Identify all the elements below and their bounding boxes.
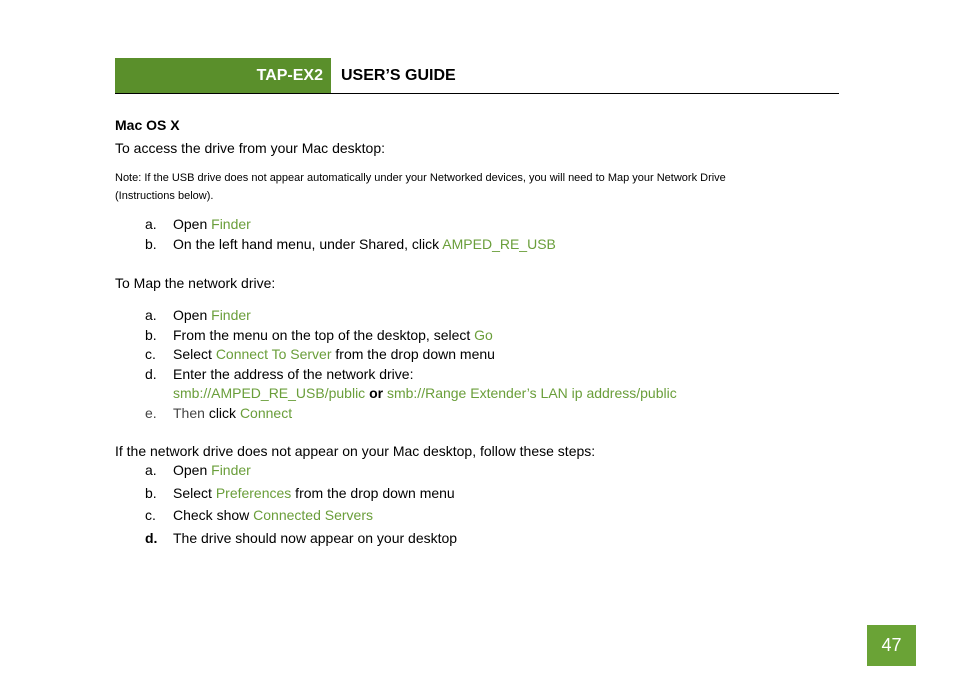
step-text: Check show <box>173 507 254 523</box>
page-header <box>115 58 839 94</box>
list-marker: c. <box>145 507 156 523</box>
list-marker: a. <box>145 462 157 478</box>
map-intro-text: To Map the network drive: <box>115 275 276 291</box>
list-item <box>115 404 839 424</box>
highlight-term: Finder <box>211 462 251 478</box>
page-number: 47 <box>867 625 916 666</box>
step-text-2: click <box>208 404 240 421</box>
highlight-term: Finder <box>211 216 251 232</box>
step-text: Then <box>173 404 209 421</box>
highlight-term: Connected Servers <box>253 507 373 523</box>
note-line-2: (Instructions below). <box>115 190 214 202</box>
step-text-after: from the drop down menu <box>291 484 455 501</box>
step-text: From the menu on the top of the desktop, select <box>173 326 475 343</box>
step-text: On the left hand menu, under Shared, click <box>173 235 443 252</box>
note-line-1: Note: If the USB drive does not appear automatically under your Networked devices, you will need to Map your Network Drive <box>115 172 726 184</box>
list-marker: e. <box>145 404 157 421</box>
step-text: The drive should now appear on your desktop <box>173 529 458 546</box>
highlight-term: AMPED_RE_USB <box>442 235 556 252</box>
step-text-after: from the drop down menu <box>331 346 495 362</box>
list-item <box>115 345 839 365</box>
highlight-term: Go <box>474 326 493 343</box>
guide-title: USER’S GUIDE <box>341 67 456 84</box>
or-text: or <box>369 385 384 401</box>
step-text: Select <box>173 346 216 362</box>
list-marker: c. <box>145 346 156 362</box>
step-text: Select <box>173 484 216 501</box>
note-text <box>115 169 839 205</box>
list-item <box>115 484 839 504</box>
list-item <box>115 215 839 235</box>
list-item <box>115 461 839 481</box>
section-title: Mac OS X <box>115 117 180 133</box>
list-item <box>115 235 839 255</box>
network-address-1: smb://AMPED_RE_USB/public <box>173 385 366 401</box>
list-marker: a. <box>145 307 157 323</box>
list-item <box>115 365 839 404</box>
list-marker: d. <box>145 529 158 546</box>
list-item <box>115 529 839 549</box>
list-item <box>115 326 839 346</box>
step-text: Enter the address of the network drive: <box>173 365 414 382</box>
fallback-steps-list <box>115 461 839 548</box>
fallback-intro-text: If the network drive does not appear on your Mac desktop, follow these steps: <box>115 443 596 459</box>
step-text: Open <box>173 462 212 478</box>
highlight-term: Connect <box>239 404 293 421</box>
step-text: Open <box>173 307 212 323</box>
network-address-2: smb://Range Extender’s LAN ip address/public <box>386 385 677 401</box>
list-marker: b. <box>145 326 157 343</box>
highlight-term: Finder <box>211 307 251 323</box>
product-name: TAP-EX2 <box>115 58 331 93</box>
list-marker: b. <box>145 235 157 252</box>
list-marker: d. <box>145 365 157 382</box>
list-marker: b. <box>145 484 157 501</box>
list-marker: a. <box>145 216 157 232</box>
highlight-term: Connect To Server <box>215 346 332 362</box>
map-steps-list <box>115 306 839 423</box>
step-text: Open <box>173 216 212 232</box>
list-item <box>115 506 839 526</box>
intro-text: To access the drive from your Mac desktop: <box>115 140 385 156</box>
list-item <box>115 306 839 326</box>
access-steps-list <box>115 215 839 254</box>
document-body <box>115 116 839 548</box>
highlight-term: Preferences <box>215 484 292 501</box>
